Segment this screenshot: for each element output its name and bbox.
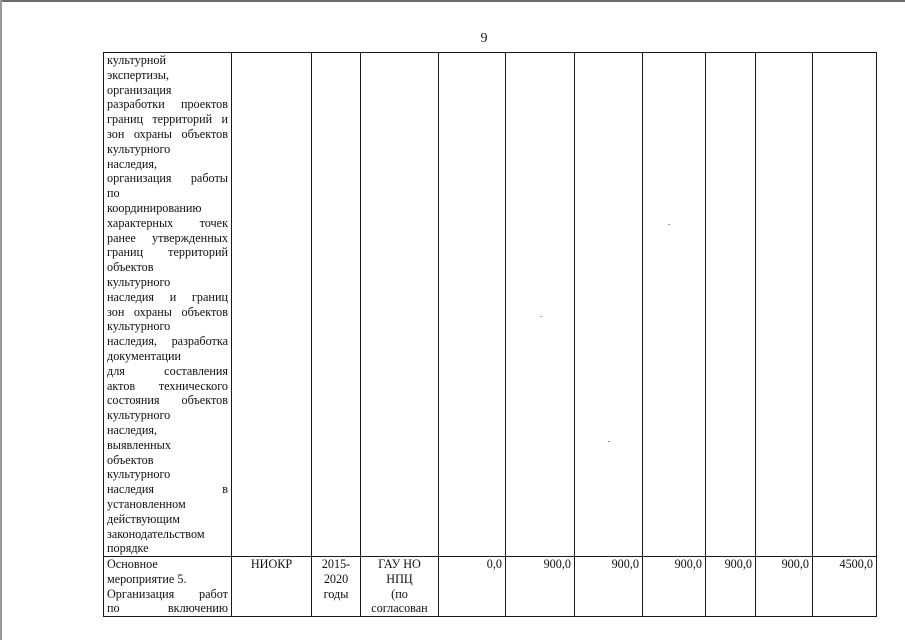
period-cell — [312, 53, 361, 557]
description-line: характерных точек — [107, 215, 228, 230]
program-cell: НИОКР — [232, 557, 312, 617]
description-line: порядке — [107, 541, 149, 556]
description-line: координированию — [107, 200, 202, 215]
executor-cell — [361, 557, 439, 617]
activity-description-cell — [104, 53, 232, 557]
table-row — [104, 53, 877, 557]
table-row — [104, 557, 877, 617]
description-line: культурного — [107, 141, 171, 156]
page-top-border — [0, 0, 905, 2]
description-line: выявленных — [107, 437, 171, 452]
description-line: мероприятие 5. — [107, 571, 187, 586]
executor-line: согласован — [371, 601, 428, 616]
description-line: разработки проектов — [107, 97, 228, 112]
description-line: по включению — [107, 601, 228, 616]
description-line: по — [107, 186, 120, 201]
value-cell: 900,0 — [575, 557, 643, 617]
description-line: культурного — [107, 408, 171, 423]
value-cell — [439, 53, 506, 557]
description-line: ранее утвержденных — [107, 230, 228, 245]
total-cell: 4500,0 — [813, 557, 877, 617]
description-line: установленном — [107, 496, 186, 511]
description-line: наследия, разработка — [107, 334, 228, 349]
description-line: Основное — [107, 557, 158, 572]
page-number: 9 — [480, 31, 488, 46]
description-line: наследия, — [107, 156, 158, 171]
activity-description-cell — [104, 557, 232, 617]
value-cell — [643, 53, 706, 557]
description-line: законодательством — [107, 526, 205, 541]
description-line: для составления — [107, 363, 228, 378]
description-line: состояния объектов — [107, 393, 228, 408]
description-line: объектов — [107, 452, 154, 467]
scan-speck — [608, 441, 610, 442]
value-cell: 900,0 — [706, 557, 756, 617]
description-line: наследия в — [107, 482, 228, 497]
description-line: объектов — [107, 260, 154, 275]
description-line: актов технического — [107, 378, 228, 393]
program-cell — [232, 53, 312, 557]
period-line: 2020 — [323, 571, 349, 586]
value-cell — [706, 53, 756, 557]
value-cell: 900,0 — [506, 557, 575, 617]
value-cell — [506, 53, 575, 557]
description-line: действующим — [107, 511, 181, 526]
description-line: наследия и границ — [107, 289, 228, 304]
executor-cell — [361, 53, 439, 557]
description-line: зон охраны объектов — [107, 304, 228, 319]
description-line: организация работы — [107, 171, 228, 186]
description-line: культурной — [107, 53, 166, 67]
executor-line: (по — [391, 586, 408, 601]
executor-line: НПЦ — [386, 571, 413, 586]
total-cell — [813, 53, 877, 557]
description-line: документации — [107, 348, 182, 363]
description-line: зон охраны объектов — [107, 126, 228, 141]
value-cell: 900,0 — [756, 557, 813, 617]
scan-speck — [540, 316, 542, 317]
description-line: Организация работ — [107, 586, 228, 601]
page-left-border — [0, 0, 2, 640]
period-line: годы — [323, 586, 349, 601]
value-cell: 0,0 — [439, 557, 506, 617]
description-line: границ территорий — [107, 245, 228, 260]
description-line: экспертизы, — [107, 67, 170, 82]
description-line: культурного — [107, 467, 171, 482]
description-line: культурного — [107, 319, 171, 334]
description-line: наследия, — [107, 422, 158, 437]
value-cell — [575, 53, 643, 557]
description-line: культурного — [107, 274, 171, 289]
period-cell — [312, 557, 361, 617]
program-table — [103, 52, 877, 617]
value-cell — [756, 53, 813, 557]
description-line: организация — [107, 82, 172, 97]
executor-line: ГАУ НО — [378, 557, 421, 572]
description-line: границ территорий и — [107, 112, 228, 127]
value-cell: 900,0 — [643, 557, 706, 617]
scan-speck — [668, 224, 670, 225]
period-line: 2015- — [321, 557, 351, 572]
